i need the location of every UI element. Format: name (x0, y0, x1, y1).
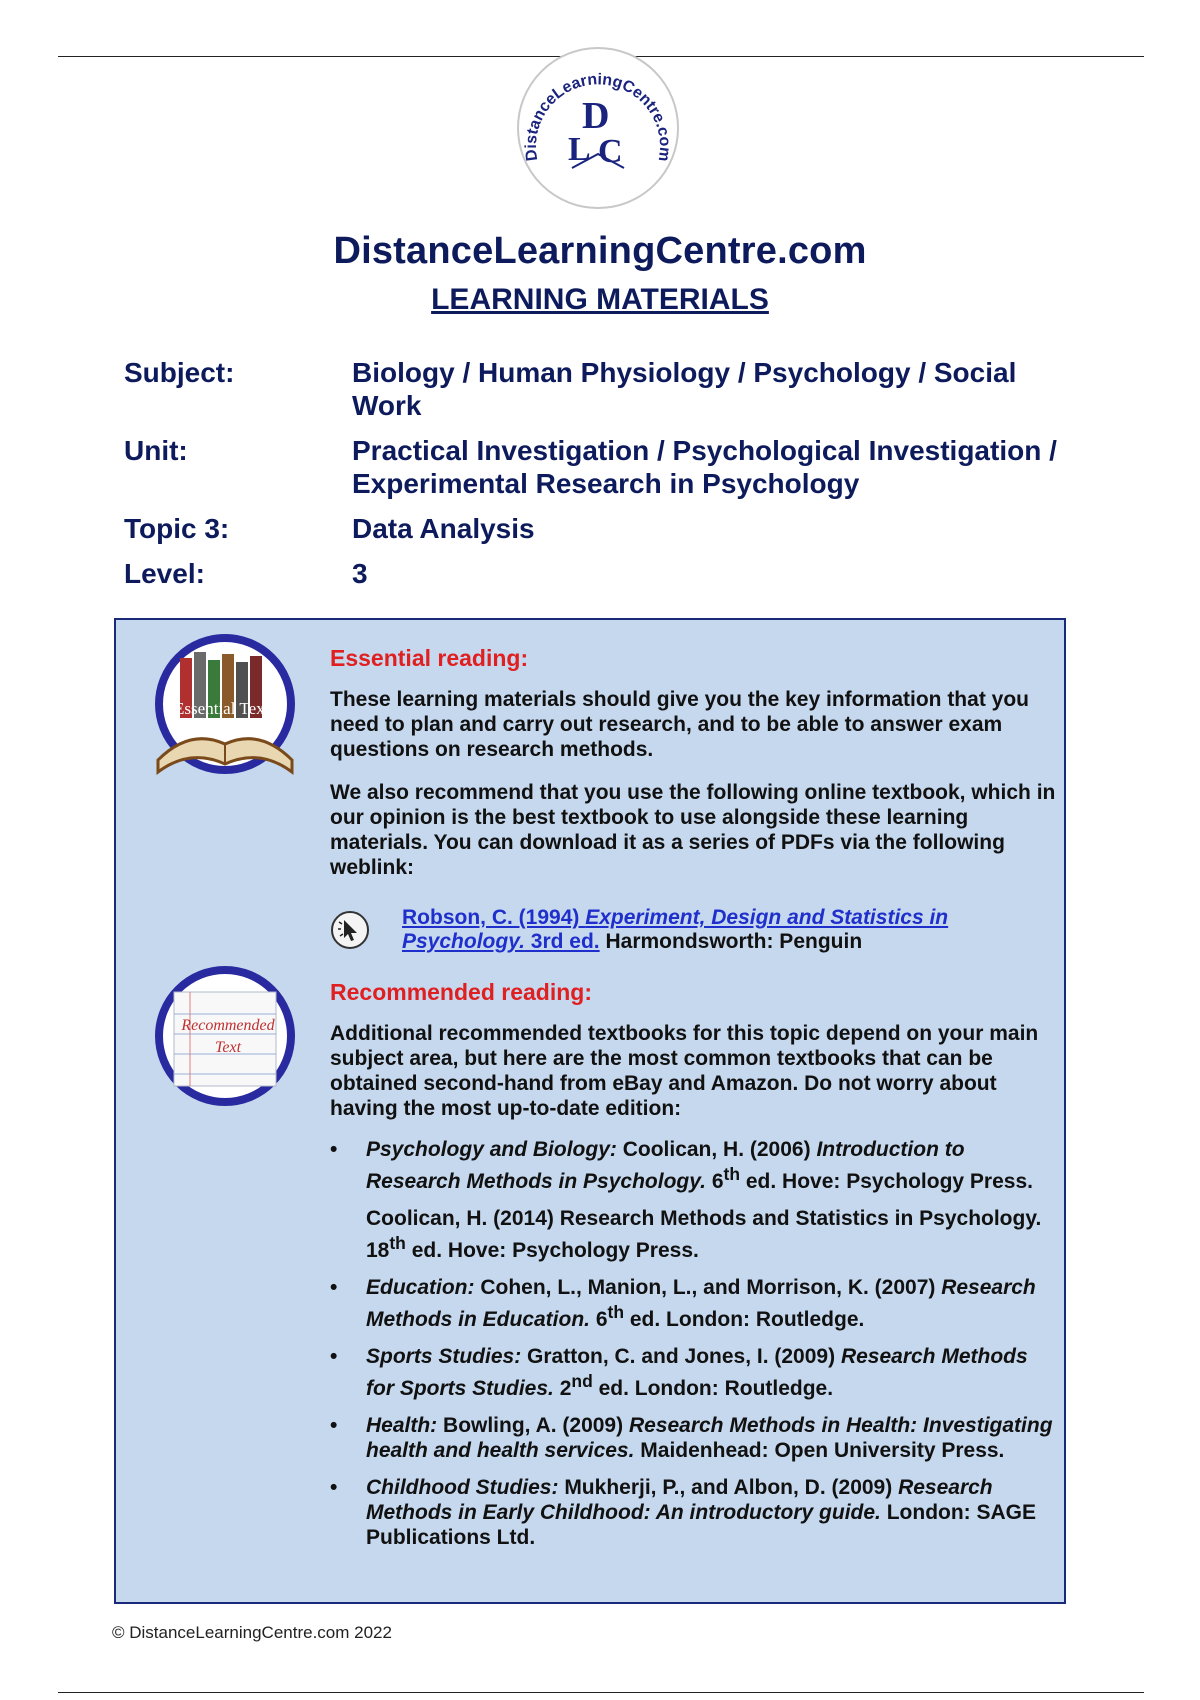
recommended-section (330, 980, 1060, 1562)
recommended-book-list (330, 1137, 1060, 1550)
essential-heading: Essential reading: (330, 645, 529, 671)
list-item: • Sports Studies: Gratton, C. and Jones, I. (2009) Research Methods for Sports Studies. 2nd ed. London: Routledge. (330, 1344, 1060, 1401)
cursor-click-icon (330, 910, 370, 950)
site-title: DistanceLearningCentre.com (333, 230, 867, 272)
meta-unit-row (124, 434, 1084, 500)
recommended-text-badge (150, 964, 300, 1114)
meta-block (124, 356, 1084, 590)
list-item: • Childhood Studies: Mukherji, P., and Albon, D. (2009) Research Methods in Early Childhood: An introductory guide. London: SAGE Publications Ltd. (330, 1475, 1060, 1550)
meta-level-value: 3 (352, 558, 368, 589)
essential-para-1: These learning materials should give you the key information that you need to plan and carry out research, and to be able to answer exam questions on research methods. (330, 688, 1029, 761)
logo-arc-text: DistanceLearningCentre.com (522, 71, 674, 163)
recommended-intro: Additional recommended textbooks for this topic depend on your main subject area, but here are the most common textbooks that can be obtained second-hand from eBay and Amazon. Do not worry about having the most up-to-date edition: (330, 1022, 1039, 1120)
recommended-badge-text-1: Recommended (181, 1017, 275, 1034)
reference-text (402, 906, 1042, 954)
recommended-badge-text-2: Text (214, 1039, 242, 1056)
list-item: • Psychology and Biology: Coolican, H. (2006) Introduction to Research Methods in Psychology. 6th ed. Hove: Psychology Press. (330, 1137, 1060, 1194)
essential-texts-badge (150, 632, 300, 782)
meta-topic-row (124, 512, 1084, 545)
meta-topic-value: Data Analysis (352, 513, 535, 544)
reading-panel (114, 618, 1066, 1604)
meta-subject-label: Subject: (124, 357, 235, 388)
svg-text:C: C (598, 133, 623, 170)
meta-unit-label: Unit: (124, 435, 188, 466)
bottom-rule (58, 1692, 1144, 1693)
robson-textbook-link[interactable]: Robson, C. (1994) Experiment, Design and Statistics in Psychology. 3rd ed. (402, 906, 949, 953)
list-item: • Education: Cohen, L., Manion, L., and Morrison, K. (2007) Research Methods in Education. 6th ed. London: Routledge. (330, 1275, 1060, 1332)
meta-topic-label: Topic 3: (124, 513, 230, 544)
meta-subject-value: Biology / Human Physiology / Psychology / Social Work (352, 357, 1017, 421)
meta-level-label: Level: (124, 558, 205, 589)
meta-level-row (124, 557, 1084, 590)
dlc-logo (512, 42, 684, 214)
svg-text:D: D (582, 95, 610, 137)
svg-text:L: L (568, 131, 591, 168)
essential-reference (330, 906, 1060, 958)
list-item: • Health: Bowling, A. (2009) Research Methods in Health: Investigating health and health services. Maidenhead: Open University Press. (330, 1413, 1060, 1463)
essential-badge-text: Essential Texts (174, 699, 276, 718)
list-item: Coolican, H. (2014) Research Methods and Statistics in Psychology. 18th ed. Hove: Psychology Press. (366, 1207, 1042, 1262)
essential-para-2: We also recommend that you use the following online textbook, which in our opinion is the best textbook to use alongside these learning materials. You can download it as a series of PDFs via the following weblink: (330, 781, 1056, 879)
recommended-heading: Recommended reading: (330, 979, 592, 1005)
meta-subject-row (124, 356, 1084, 422)
doc-subtitle: LEARNING MATERIALS (431, 283, 769, 316)
copyright: © DistanceLearningCentre.com 2022 (112, 1623, 392, 1642)
essential-section (330, 646, 1060, 880)
meta-unit-value: Practical Investigation / Psychological Investigation / Experimental Research in Psychology (352, 435, 1057, 499)
reference-publisher: Harmondsworth: Penguin (599, 930, 863, 953)
